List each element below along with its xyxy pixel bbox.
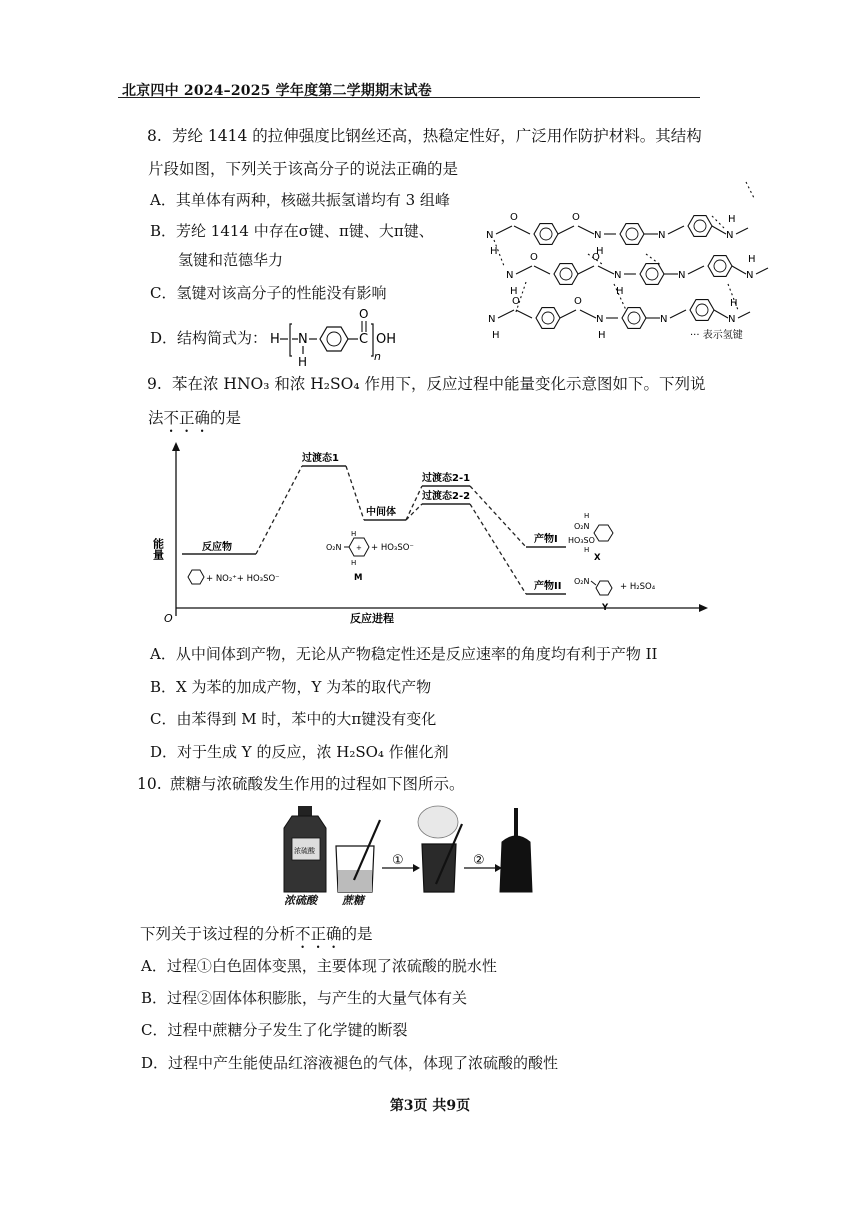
chain0-h3: H [728, 214, 736, 225]
q8-number: 8. [147, 127, 162, 145]
q10-option-b: B．过程②固体体积膨胀，与产生的大量气体有关 [141, 989, 468, 1007]
y-ring-icon [596, 581, 612, 595]
x-axis-label: 反应进程 [350, 612, 394, 625]
chain1-o1: O [530, 252, 538, 263]
chain2-ring2 [622, 308, 646, 329]
label-ts22: 过渡态2-2 [422, 491, 471, 502]
q10-number: 10. [137, 775, 162, 793]
chain1-h2: H [616, 286, 624, 297]
q8-option-b-line1: B．芳纶 1414 中存在σ键、π键、大π键、 [150, 222, 434, 240]
chain1-h3: H [748, 254, 756, 265]
q10-process-figure [280, 800, 540, 910]
chain2-n-mid: N [596, 314, 604, 325]
step2-label: ② [473, 853, 485, 868]
q9-stem-line1: 苯在浓 HNO₃ 和浓 H₂SO₄ 作用下，反应过程中能量变化示意图如下。下列说 [172, 375, 706, 393]
bottle-cap-icon [298, 806, 312, 816]
chain2-h3: H [730, 298, 738, 309]
m-h-top: H [351, 530, 357, 538]
chain0-o2: O [572, 212, 580, 223]
chain0-ring3 [688, 216, 712, 237]
q8-stem-line2: 片段如图，下列关于该高分子的说法正确的是 [148, 160, 459, 178]
path-ts22-product2 [470, 504, 526, 594]
hbond-6 [712, 216, 724, 228]
y-label: Y [602, 603, 609, 613]
reactant-equation: + NO₂⁺+ HO₃SO⁻ [206, 574, 280, 584]
formula-n-subscript: n [374, 350, 381, 363]
q10-option-c: C．过程中蔗糖分子发生了化学键的断裂 [141, 1021, 408, 1039]
x-label: X [594, 553, 601, 563]
chain2-n-right: N [660, 314, 668, 325]
q9-option-d: D．对于生成 Y 的反应，浓 H₂SO₄ 作催化剂 [150, 743, 449, 761]
chain1-n-mid: N [614, 270, 622, 281]
q9-stem-pre: 法 [148, 409, 164, 427]
y-no2: O₂N [574, 577, 590, 586]
chain0-ring2 [620, 224, 644, 245]
q9-option-a: A．从中间体到产物，无论从产物稳定性还是反应速率的角度均有利于产物 II [150, 645, 658, 663]
chain1-ring2 [640, 264, 664, 285]
chain2-h1: H [492, 330, 500, 341]
formula-h-left: H [270, 332, 280, 347]
x-no2: O₂N [574, 522, 590, 531]
formula-oh: OH [376, 332, 397, 347]
carbon-column-icon [500, 836, 532, 892]
hbond-8 [746, 182, 754, 198]
smoke-icon [418, 806, 458, 838]
chain0-ring3-circle [694, 220, 706, 232]
q10-sub-post: 的是 [341, 925, 373, 943]
path-reactant-ts1 [256, 466, 302, 554]
svg-text:+: + [356, 544, 362, 552]
q8-polymer-structure-figure [476, 176, 772, 360]
chain0-ring2-circle [626, 228, 638, 240]
chain1-o2: O [592, 252, 600, 263]
chain1-n-end: N [746, 270, 754, 281]
m-h-bottom: H [351, 559, 357, 567]
chain0-n-left: N [486, 230, 494, 241]
chain1-ring1 [554, 264, 578, 285]
header-rule [118, 97, 700, 98]
q8-option-d-formula [268, 306, 398, 368]
x-h-bottom: H [584, 546, 590, 554]
label-product1: 产物I [534, 534, 558, 545]
exam-header-title: 北京四中 2024–2025 学年度第二学期期末试卷 [122, 83, 432, 99]
benzene-reactant-icon [188, 570, 204, 584]
q10-subquestion [140, 924, 373, 952]
formula-n: N [298, 332, 308, 347]
label-intermediate: 中间体 [366, 507, 396, 518]
q10-sub-emphasis: 不正确 [295, 925, 342, 943]
m-label: M [354, 573, 363, 583]
page-footer: 第3页 共9页 [389, 1098, 471, 1114]
path-intermediate-ts21 [406, 486, 422, 520]
chain0-ring1-circle [540, 228, 552, 240]
chain2-ring1 [536, 308, 560, 329]
chain0-n-end: N [726, 230, 734, 241]
step1-label: ① [392, 853, 404, 868]
y-axis-arrow [172, 442, 180, 451]
q9-option-c: C．由苯得到 M 时，苯中的大π键没有变化 [150, 710, 437, 728]
q9-stem-line2 [148, 408, 241, 436]
chain1-ring3-circle [714, 260, 726, 272]
q8-stem-line1: 芳纶 1414 的拉伸强度比钢丝还高，热稳定性好，广泛用作防护材料。其结构 [172, 127, 702, 145]
chain1-h1: H [510, 286, 518, 297]
q8-option-b-line2: 氢键和范德华力 [178, 251, 284, 269]
path-ts1-intermediate [346, 466, 364, 520]
chain1-n-left: N [506, 270, 514, 281]
chain2-o2: O [574, 296, 582, 307]
x-h-top: H [584, 512, 590, 520]
chain0-h1: H [490, 246, 498, 257]
chain1-n-right: N [678, 270, 686, 281]
chain0-h2: H [596, 246, 604, 257]
chain0-ring1 [534, 224, 558, 245]
x-ring-icon [594, 525, 613, 541]
q8-option-a: A．其单体有两种，核磁共振氢谱均有 3 组峰 [150, 191, 450, 209]
formula-h-below: H [298, 355, 308, 368]
label-product2: 产物II [534, 581, 562, 592]
chain2-o1: O [512, 296, 520, 307]
chain0-o1: O [510, 212, 518, 223]
chain1-ring2-circle [646, 268, 658, 280]
hydrogen-bond-legend: ··· 表示氢键 [690, 330, 743, 341]
q9-stem-post: 的是 [210, 409, 242, 427]
q9-energy-diagram [150, 436, 710, 636]
y-extra: + H₂SO₄ [620, 582, 656, 592]
chain2-ring3 [690, 300, 714, 321]
chain2-ring1-circle [542, 312, 554, 324]
m-no2: O₂N [326, 543, 342, 552]
chain1-ring3 [708, 256, 732, 277]
chain2-n-left: N [488, 314, 496, 325]
chain0-n-right: N [658, 230, 666, 241]
chain1-ring1-circle [560, 268, 572, 280]
q9-stem-emphasis: 不正确 [163, 409, 211, 427]
q8-option-c: C．氢键对该高分子的性能没有影响 [150, 284, 387, 302]
chain2-n-end: N [728, 314, 736, 325]
chain0-n-mid: N [594, 230, 602, 241]
hbond-3 [646, 254, 662, 266]
chain2-ring3-circle [696, 304, 708, 316]
bottle-tag: 浓硫酸 [294, 847, 315, 855]
q10-sub-pre: 下列关于该过程的分析 [140, 925, 296, 943]
q9-number: 9. [147, 375, 162, 393]
q9-option-b: B．X 为苯的加成产物，Y 为苯的取代产物 [150, 678, 432, 696]
q10-stem: 蔗糖与浓硫酸发生作用的过程如下图所示。 [170, 775, 465, 793]
chain2-h2: H [598, 330, 606, 341]
label-reactant: 反应物 [202, 542, 232, 553]
m-extra: + HO₃SO⁻ [371, 543, 414, 553]
formula-o: O [359, 307, 369, 321]
label-ts21: 过渡态2-1 [422, 473, 471, 484]
label-ts1: 过渡态1 [302, 453, 339, 464]
q10-bottle-label: 浓硫酸 [284, 894, 317, 907]
q8-option-d: D．结构简式为： [150, 329, 268, 347]
formula-c: C [359, 332, 369, 347]
q10-option-a: A．过程①白色固体变黑，主要体现了浓硫酸的脱水性 [141, 957, 497, 975]
x-axis-arrow [699, 604, 708, 612]
chain2-ring2-circle [628, 312, 640, 324]
path-intermediate-ts22 [406, 504, 422, 520]
q10-beaker-label: 蔗糖 [342, 894, 364, 907]
q10-option-d: D．过程中产生能使品红溶液褪色的气体，体现了浓硫酸的酸性 [141, 1054, 559, 1072]
origin-label: O [164, 612, 173, 625]
y-axis-label: 能量 [151, 538, 165, 560]
x-hso3: HO₃SO [568, 536, 595, 545]
